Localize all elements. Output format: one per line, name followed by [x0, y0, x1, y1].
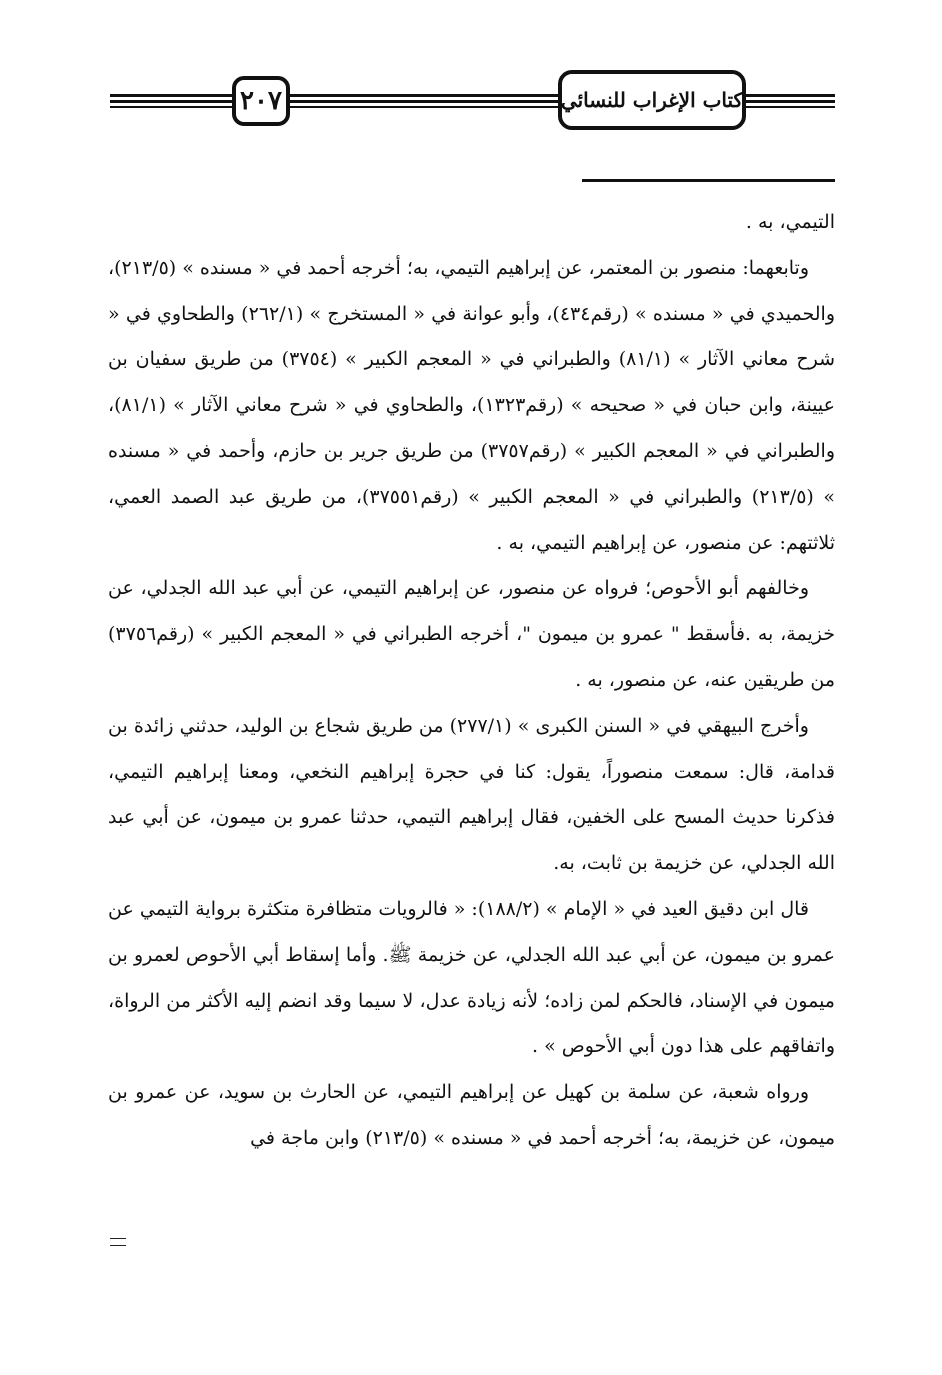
section-divider — [582, 179, 835, 182]
paragraph-followers: وتابعهما: منصور بن المعتمر، عن إبراهيم التيمي، به؛ أخرجه أحمد في « مسنده » (٢١٣/٥)، والحميدي في « مسنده » (رقم٤٣٤)، وأبو عوانة في « المستخرج » (٢٦٢/١) والطحاوي في « شرح معاني الآثار » (٨١/١) والطبراني في « المعجم الكبير » (٣٧٥٤) من طريق سفيان بن عيينة، وابن حبان في « صحيحه » (رقم١٣٢٣)، والطحاوي في « شرح معاني الآثار » (٨١/١)، والطبراني في « المعجم الكبير » (رقم٣٧٥٧) من طريق جرير بن حازم، وأحمد في « مسنده » (٢١٣/٥) والطبراني في « المعجم الكبير » (رقم٣٧٥٥١)، من طريق عبد الصمد العمي، ثلاثتهم: عن منصور، عن إبراهيم التيمي، به . — [108, 256, 836, 554]
paragraph-continuation: التيمي، به . — [745, 211, 835, 233]
page-number: ٢٠٧ — [232, 76, 290, 126]
header-rule-left — [110, 94, 232, 110]
page-header — [110, 68, 835, 134]
footnote-marker — [110, 1238, 126, 1246]
paragraph-shuba: ورواه شعبة، عن سلمة بن كهيل عن إبراهيم التيمي، عن الحارث بن سويد، عن عمرو بن ميمون، عن خزيمة، به؛ أخرجه أحمد في « مسنده » (٢١٣/٥) وابن ماجة في — [108, 1081, 835, 1149]
book-title: كتاب الإغراب للنسائي — [558, 70, 746, 130]
paragraph-abu-al-ahwas: وخالفهم أبو الأحوص؛ فرواه عن منصور، عن إبراهيم التيمي، عن أبي عبد الله الجدلي، عن خزيمة، به .فأسقط " عمرو بن ميمون "، أخرجه الطبراني في « المعجم الكبير » (رقم٣٧٥٦) من طريقين عنه، عن منصور، به . — [108, 577, 835, 691]
main-text — [108, 200, 835, 1162]
header-rule-middle — [290, 94, 558, 110]
paragraph-ibn-daqiq: قال ابن دقيق العيد في « الإمام » (١٨٨/٢): « فالرويات متظافرة متكثرة برواية التيمي عن عمرو بن ميمون، عن أبي عبد الله الجدلي، عن خزيمة ﷺ. وأما إسقاط أبي الأحوص لعمرو بن ميمون في الإسناد، فالحكم لمن زاده؛ لأنه زيادة عدل، لا سيما وقد انضم إليه الأكثر من الرواة، واتفاقهم على هذا دون أبي الأحوص » . — [108, 897, 835, 1058]
header-rule-right — [746, 94, 835, 110]
paragraph-bayhaqi: وأخرج البيهقي في « السنن الكبرى » (٢٧٧/١) من طريق شجاع بن الوليد، حدثني زائدة بن قدامة، قال: سمعت منصوراً، يقول: كنا في حجرة إبراهيم النخعي، ومعنا إبراهيم التيمي، فذكرنا حديث المسح على الخفين، فقال إبراهيم التيمي، حدثنا عمرو بن ميمون، عن أبي عبد الله الجدلي، عن خزيمة بن ثابت، به. — [108, 714, 835, 875]
